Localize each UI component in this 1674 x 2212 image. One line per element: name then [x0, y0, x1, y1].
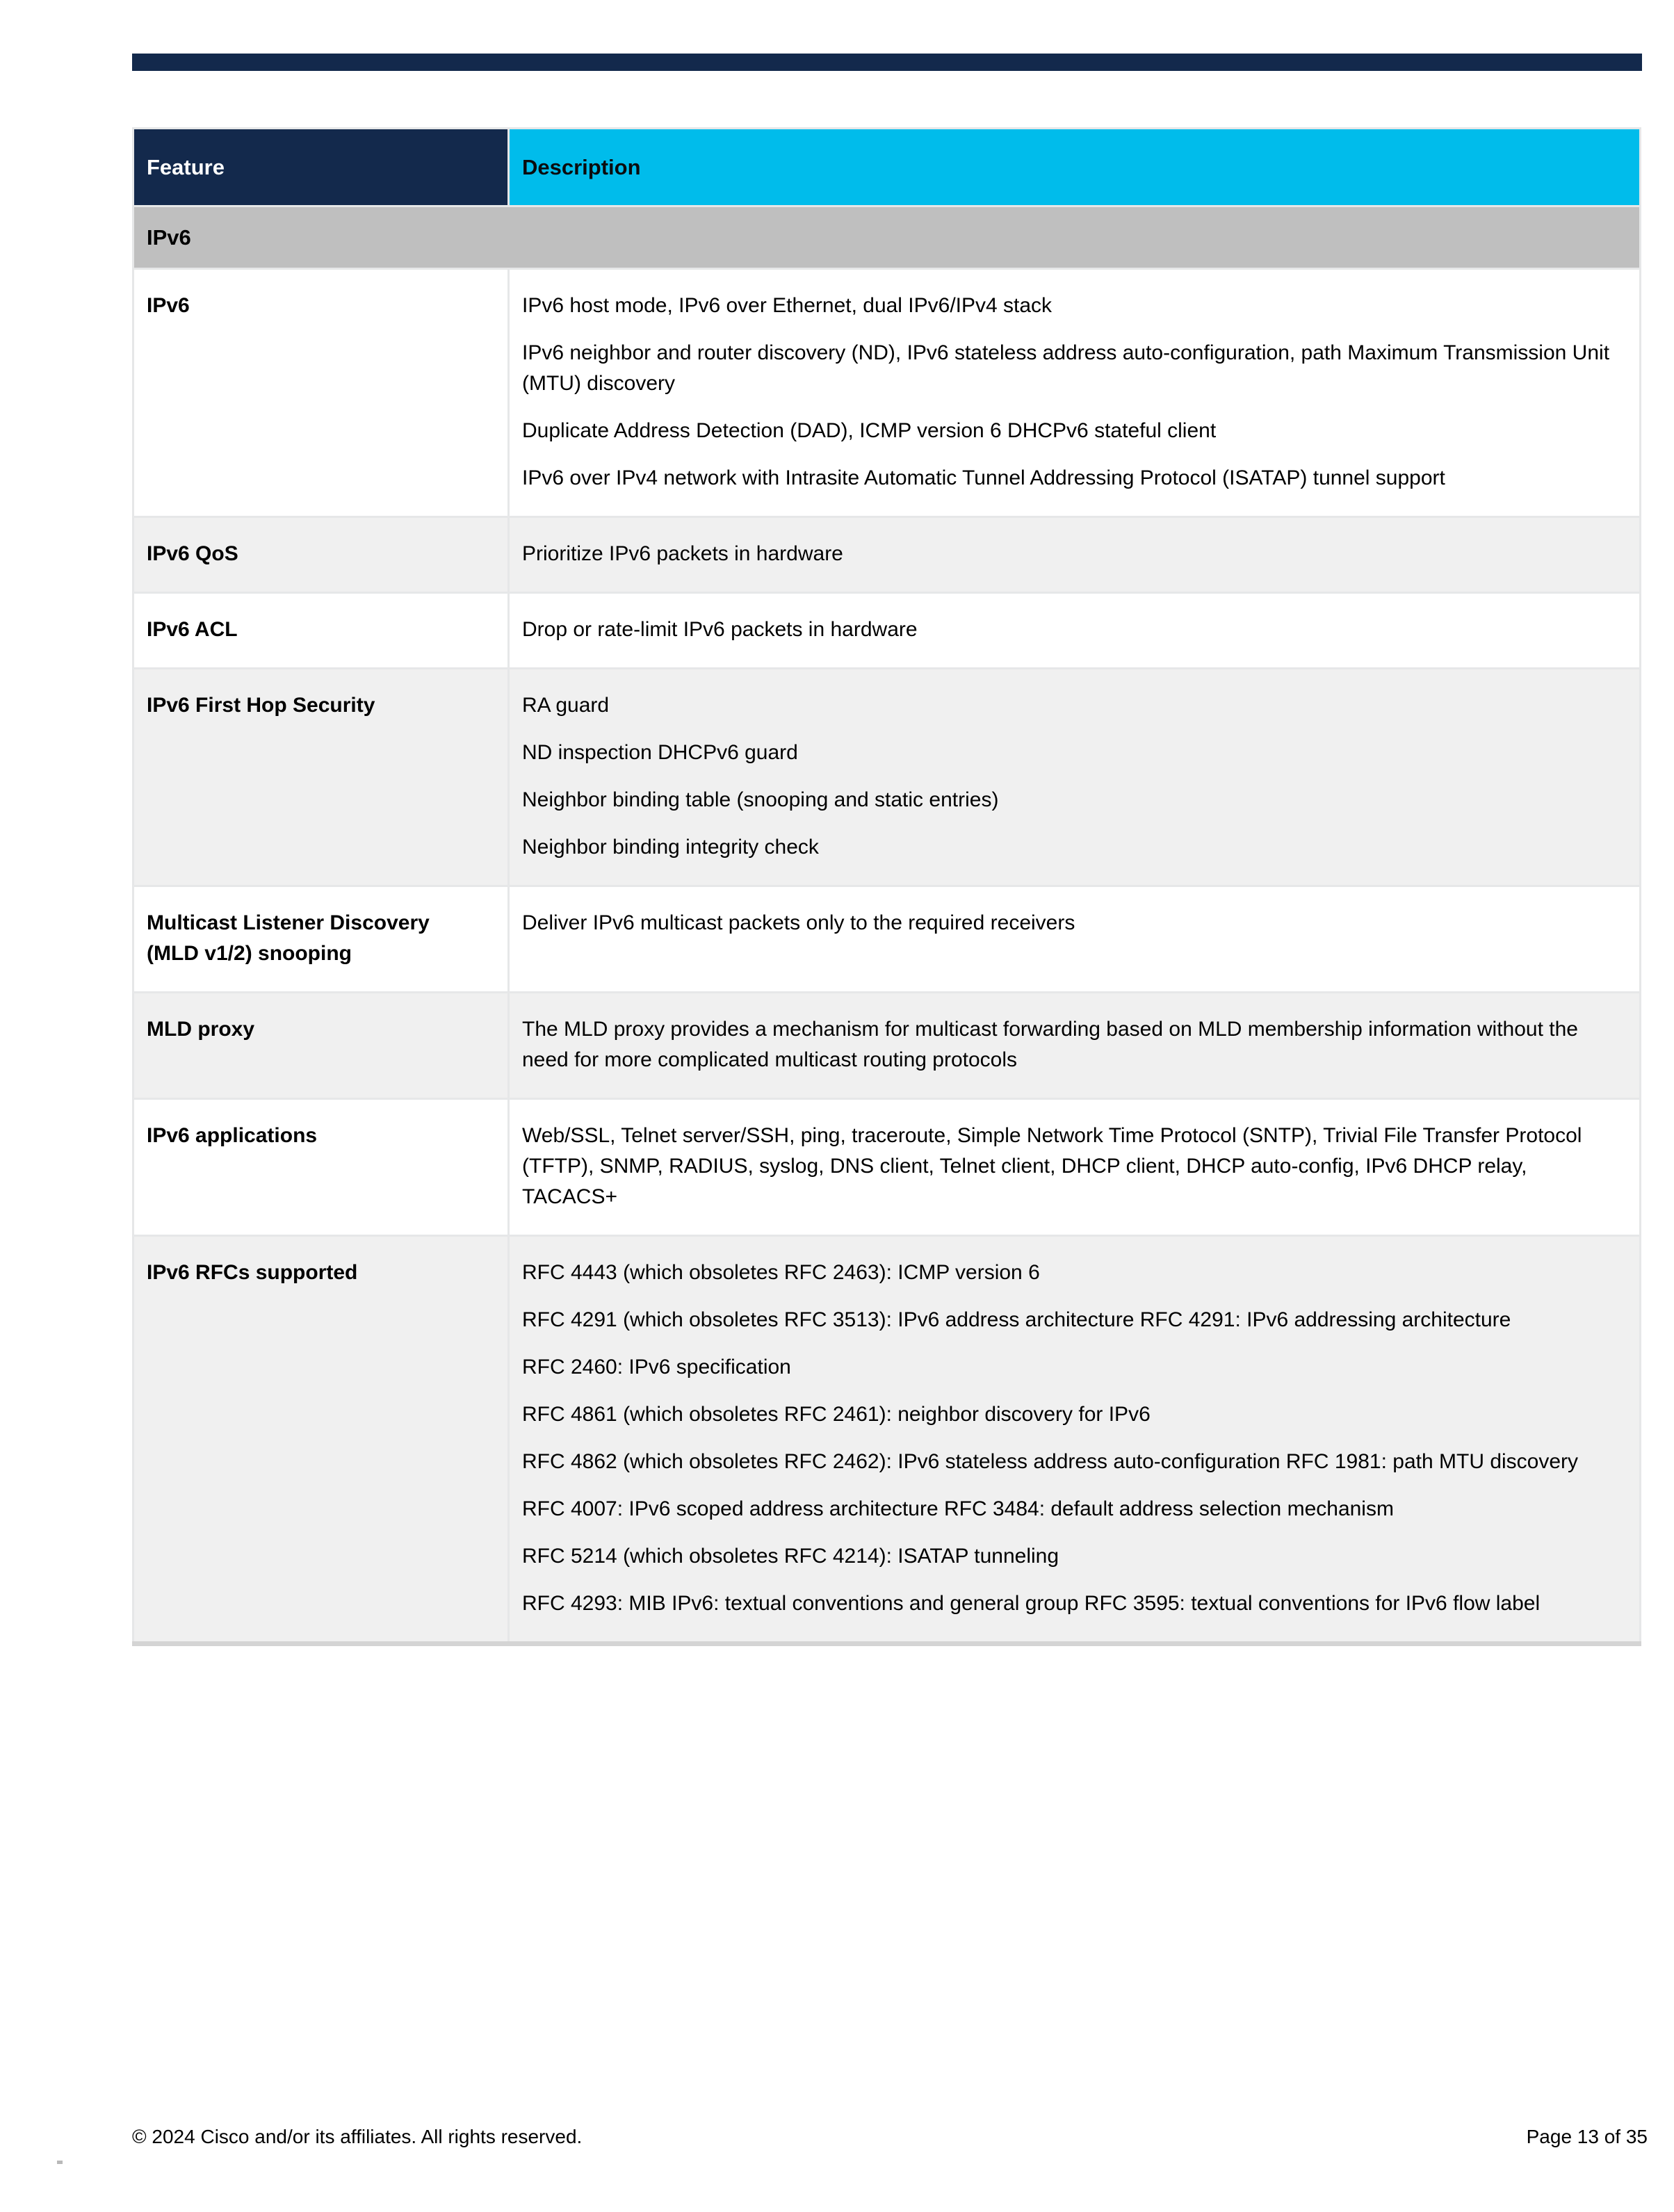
feature-description — [509, 593, 1641, 669]
description-paragraph: ND inspection DHCPv6 guard — [522, 741, 798, 764]
feature-name: IPv6 — [133, 269, 509, 517]
description-paragraph: RFC 4007: IPv6 scoped address architecture RFC 3484: default address selection mechanism — [522, 1497, 1394, 1520]
table-header — [133, 129, 1641, 206]
description-paragraph: RFC 5214 (which obsoletes RFC 4214): ISATAP tunneling — [522, 1545, 1059, 1568]
table-row — [133, 1099, 1641, 1236]
description-paragraph: RFC 4862 (which obsoletes RFC 2462): IPv6 stateless address auto-configuration RFC 1981: path MTU discovery — [522, 1450, 1579, 1473]
feature-table — [132, 127, 1641, 1646]
table-row — [133, 886, 1641, 993]
feature-name: IPv6 RFCs supported — [133, 1236, 509, 1644]
feature-name: IPv6 QoS — [133, 517, 509, 593]
column-header-feature: Feature — [133, 129, 509, 206]
top-navy-rule — [132, 54, 1642, 71]
feature-description — [509, 517, 1641, 593]
feature-description — [509, 993, 1641, 1099]
description-paragraph: IPv6 neighbor and router discovery (ND), IPv6 stateless address auto-configuration, path Maximum Transmission Unit (MTU) discovery — [522, 341, 1610, 395]
feature-description — [509, 1236, 1641, 1644]
feature-description — [509, 1099, 1641, 1236]
description-paragraph: Prioritize IPv6 packets in hardware — [522, 542, 843, 565]
feature-name: Multicast Listener Discovery (MLD v1/2) snooping — [133, 886, 509, 993]
description-paragraph: RFC 4291 (which obsoletes RFC 3513): IPv6 address architecture RFC 4291: IPv6 addressing architecture — [522, 1308, 1511, 1331]
description-paragraph: RFC 4443 (which obsoletes RFC 2463): ICMP version 6 — [522, 1261, 1040, 1284]
description-paragraph: Duplicate Address Detection (DAD), ICMP version 6 DHCPv6 stateful client — [522, 419, 1217, 442]
table-row — [133, 593, 1641, 669]
feature-name: IPv6 First Hop Security — [133, 669, 509, 886]
description-paragraph: IPv6 host mode, IPv6 over Ethernet, dual IPv6/IPv4 stack — [522, 294, 1053, 317]
feature-name: IPv6 applications — [133, 1099, 509, 1236]
feature-name: MLD proxy — [133, 993, 509, 1099]
description-paragraph: RFC 4861 (which obsoletes RFC 2461): neighbor discovery for IPv6 — [522, 1403, 1151, 1426]
feature-description — [509, 886, 1641, 993]
column-header-description: Description — [509, 129, 1641, 206]
header-row — [133, 129, 1641, 206]
description-paragraph: RA guard — [522, 694, 610, 717]
copyright-text: © 2024 Cisco and/or its affiliates. All rights reserved. — [132, 2126, 583, 2147]
table-row — [133, 993, 1641, 1099]
description-paragraph: RFC 2460: IPv6 specification — [522, 1356, 791, 1379]
feature-name: IPv6 ACL — [133, 593, 509, 669]
description-paragraph: RFC 4293: MIB IPv6: textual conventions and general group RFC 3595: textual conventions for IPv6 flow label — [522, 1592, 1541, 1615]
feature-description — [509, 669, 1641, 886]
description-paragraph: Neighbor binding table (snooping and static entries) — [522, 788, 999, 811]
description-paragraph: Drop or rate-limit IPv6 packets in hardware — [522, 618, 918, 641]
table-body — [133, 206, 1641, 1644]
description-paragraph: Web/SSL, Telnet server/SSH, ping, traceroute, Simple Network Time Protocol (SNTP), Trivial File Transfer Protocol (TFTP), SNMP, RADIUS, syslog, DNS client, Telnet client, DHCP client, DHCP auto-config, IPv6 DHCP relay, TACACS+ — [522, 1124, 1582, 1208]
description-paragraph: The MLD proxy provides a mechanism for multicast forwarding based on MLD membership information without the need for more complicated multicast routing protocols — [522, 1018, 1578, 1071]
description-paragraph: Neighbor binding integrity check — [522, 836, 819, 859]
description-paragraph: Deliver IPv6 multicast packets only to the required receivers — [522, 911, 1075, 934]
section-label: IPv6 — [133, 206, 1641, 269]
table-row — [133, 269, 1641, 517]
section-row-ipv6 — [133, 206, 1641, 269]
table-row — [133, 517, 1641, 593]
stray-print-mark — [57, 2161, 63, 2164]
table-row — [133, 1236, 1641, 1644]
description-paragraph: IPv6 over IPv4 network with Intrasite Automatic Tunnel Addressing Protocol (ISATAP) tunnel support — [522, 466, 1445, 489]
table-row — [133, 669, 1641, 886]
page-footer — [132, 2126, 1648, 2148]
feature-description — [509, 269, 1641, 517]
page-number: Page 13 of 35 — [1526, 2126, 1648, 2147]
